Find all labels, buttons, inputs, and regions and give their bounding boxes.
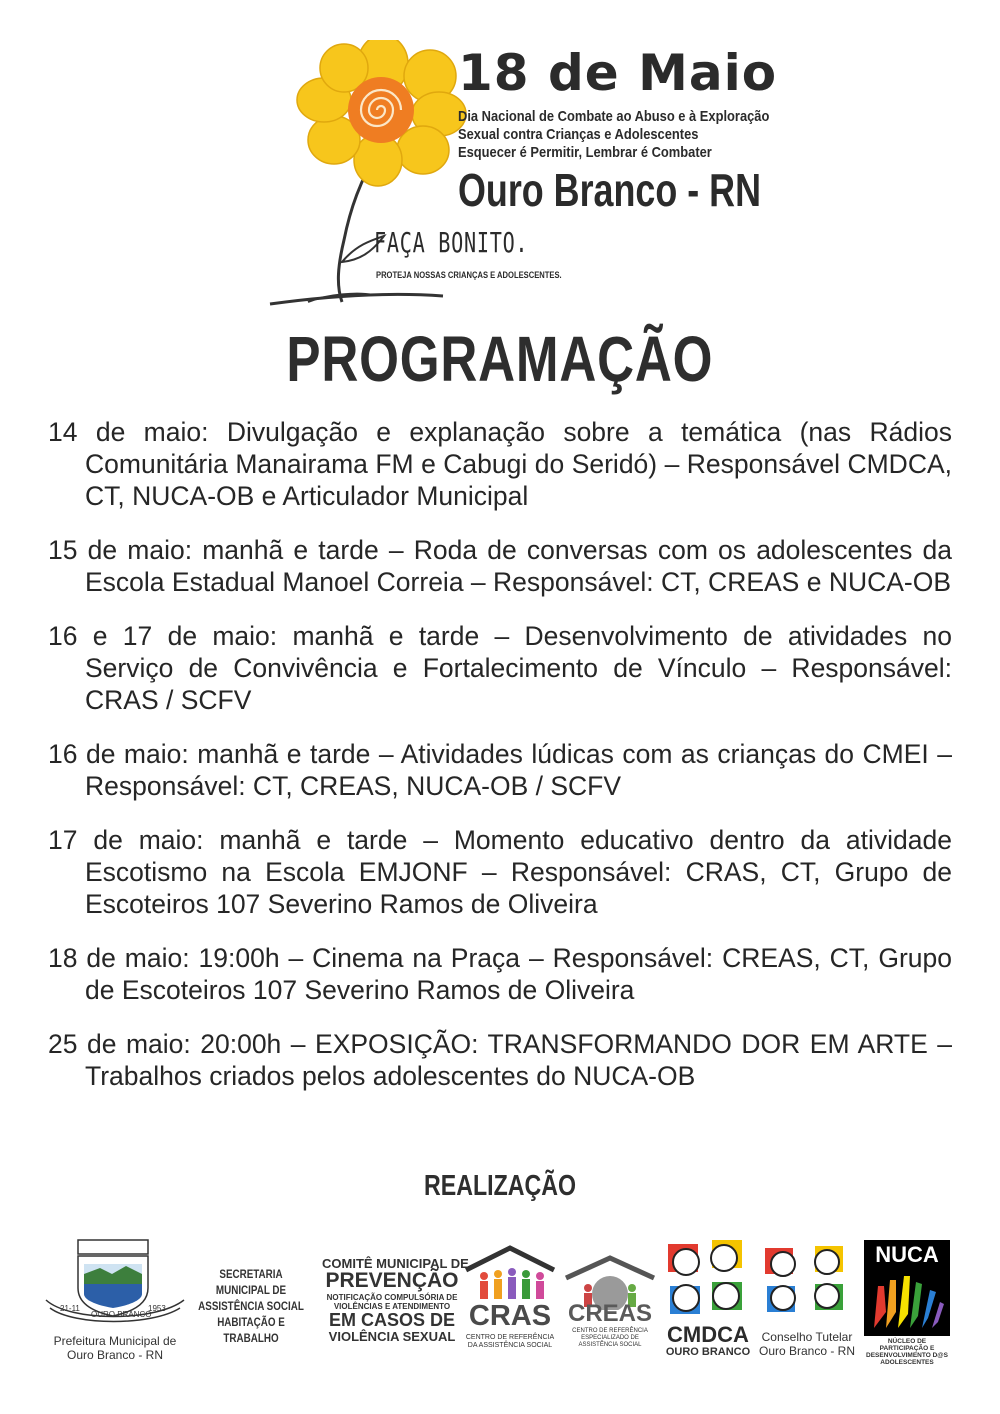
conselho-children-icon [757,1244,857,1318]
cras-house-icon [462,1244,558,1306]
cras-logo [462,1244,558,1354]
seal-left: 21-11 [60,1304,80,1313]
schedule-item: 15 de maio: manhã e tarde – Roda de conversas com os adolescentes da Escola Estadual Manoel Correia – Responsável: CT, CREAS e NUCA-OB [48,535,952,597]
secretaria-logo [182,1266,320,1346]
comite-line-3: NOTIFICAÇÃO COMPULSÓRIA DE VIOLÊNCIAS E ATENDIMENTO [326,1293,458,1311]
schedule-item: 14 de maio: Divulgação e explanação sobre a temática (nas Rádios Comunitária Manairama FM e Cabugi do Seridó) – Responsável CMDCA, CT, NUCA-OB e Articulador Municipal [48,417,952,511]
creas-logo [562,1254,658,1354]
conselho-logo [757,1244,857,1360]
comite-line-2: PREVENÇÃO [325,1269,459,1292]
cmdca-logo [660,1238,756,1362]
nuca-name: NUCA [875,1242,939,1267]
header-subtitle-line-3: Esquecer é Permitir, Lembrar é Combater [458,144,712,161]
header-city: Ouro Branco - RN [458,164,762,216]
schedule-item: 18 de maio: 19:00h – Cinema na Praça – Responsável: CREAS, CT, Grupo de Escoteiros 107 Severino Ramos de Oliveira [48,943,952,1005]
prefeitura-logo [40,1238,190,1363]
schedule-item: 16 de maio: manhã e tarde – Atividades lúdicas com as crianças do CMEI – Responsável: CT, CREAS, NUCA-OB / SCFV [48,739,952,801]
header [0,0,1000,320]
nuca-logo [864,1240,950,1366]
cras-caption: CENTRO DE REFERÊNCIA DA ASSISTÊNCIA SOCIAL [465,1334,555,1349]
cmdca-children-icon [660,1238,756,1322]
seal-right: 1953 [148,1304,166,1313]
schedule-item: 25 de maio: 20:00h – EXPOSIÇÃO: TRANSFORMANDO DOR EM ARTE – Trabalhos criados pelos adolescentes do NUCA-OB [48,1029,952,1091]
secretaria-name: SECRETARIA MUNICIPAL DE ASSISTÊNCIA SOCIAL HABITAÇÃO E TRABALHO [198,1267,304,1345]
campaign-title: FAÇA BONITO. [374,226,529,259]
event-date-title: 18 de Maio [458,44,778,102]
comite-logo [322,1256,469,1344]
header-subtitle-line-2: Sexual contra Crianças e Adolescentes [458,126,699,143]
cmdca-caption: OURO BRANCO [665,1346,751,1358]
header-subtitle-line-1: Dia Nacional de Combate ao Abuso e à Exploração [458,108,770,125]
seal-center: OURO BRANCO [91,1310,152,1319]
comite-line-4: EM CASOS DE [328,1310,456,1330]
creas-caption: CENTRO DE REFERÊNCIA ESPECIALIZADO DE ASSISTÊNCIA SOCIAL [572,1328,648,1348]
campaign-tagline: PROTEJA NOSSAS CRIANÇAS E ADOLESCENTES. [376,270,562,281]
program-title [0,322,1000,396]
partner-logos [0,1230,1000,1370]
creas-name: CREAS [567,1300,652,1327]
cmdca-name: CMDCA [667,1322,749,1347]
conselho-caption: Conselho Tutelar Ouro Branco - RN [758,1330,856,1358]
nuca-caption: NÚCLEO DE PARTICIPAÇÃO E DESENVOLVIMENTO D@S ADOLESCENTES [866,1338,948,1366]
nuca-hands-icon [868,1272,946,1332]
schedule-item: 17 de maio: manhã e tarde – Momento educativo dentro da atividade Escotismo na Escola EMJONF – Responsável: CRAS, CT, Grupo de Escoteiros 107 Severino Ramos de Oliveira [48,825,952,919]
schedule-list [48,416,952,1114]
program-title-text: PROGRAMAÇÃO [286,323,714,395]
realizacao-title [0,1170,1000,1203]
cras-name: CRAS [468,1300,552,1332]
realizacao-title-text: REALIZAÇÃO [423,1170,577,1202]
comite-line-5: VIOLÊNCIA SEXUAL [328,1329,456,1344]
comite-line-1: COMITÊ MUNICIPAL DE [322,1256,469,1271]
prefeitura-caption: Prefeitura Municipal de Ouro Branco - RN [53,1334,177,1362]
schedule-item: 16 e 17 de maio: manhã e tarde – Desenvolvimento de atividades no Serviço de Convivência e Fortalecimento de Vínculo – Responsável: CRAS / SCFV [48,621,952,715]
